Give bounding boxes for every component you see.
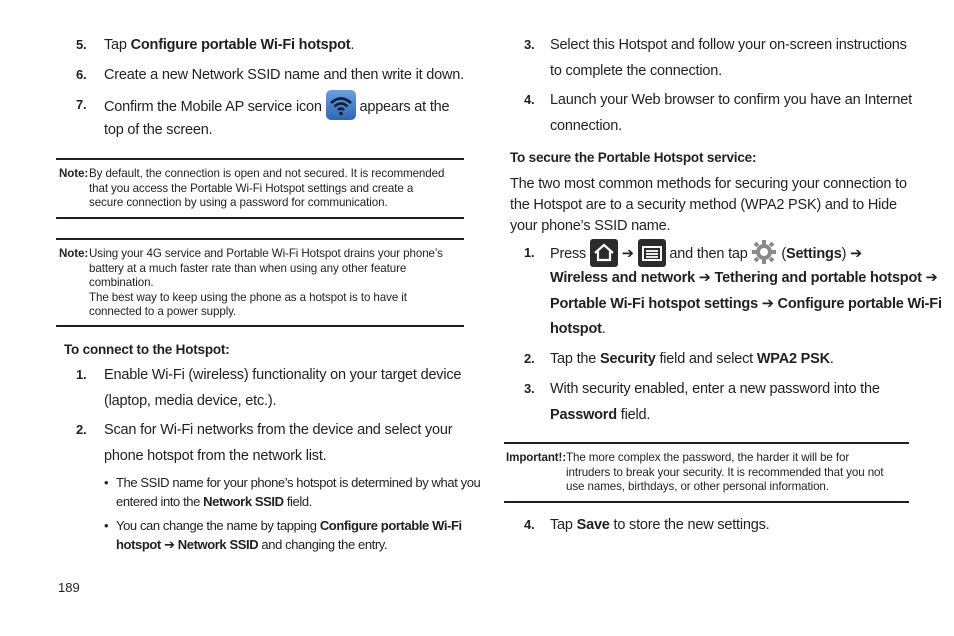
secure-step-3: 3. With security enabled, enter a new password into the Password field. [524,381,880,423]
connect-heading: To connect to the Hotspot: [64,342,230,357]
note-battery-drain: Note: Using your 4G service and Portable Wi-Fi Hotspot drains your phone’s battery at a much faster rate than when using any other feature combination. The best way to keep using the phone as a hotspot is to have it connected to a power supply. [59,247,443,318]
menu-key-icon [638,239,666,267]
divider [56,217,464,219]
secure-heading: To secure the Portable Hotspot service: [510,150,757,165]
divider [56,238,464,240]
bullet-ssid-name: • The SSID name for your phone’s hotspot is determined by what you entered into the Network SSID field. [104,475,481,509]
connect-step-1: 1. Enable Wi-Fi (wireless) functionality on your target device (laptop, media device, etc.). [76,367,462,409]
step-7: 7. Confirm the Mobile AP service icon appears at the top of the screen. [56,92,466,144]
divider [504,442,909,444]
home-key-icon [590,239,618,267]
divider [56,325,464,327]
divider [504,501,909,503]
page-number: 189 [58,580,80,595]
note-open-connection: Note: By default, the connection is open and not secured. It is recommended that you access the Portable Wi-Fi Hotspot settings and create a secure connection by using a password for communication. [59,167,445,209]
connect-step-4: 4. Launch your Web browser to confirm you have an Internet connection. [524,92,912,134]
mobile-ap-wifi-icon [326,90,356,120]
divider [56,158,464,160]
settings-gear-icon [751,239,777,265]
important-password-note: Important!: The more complex the password, the harder it will be for intruders to break your security. It is recommended that you not use names, birthdays, or other personal information. [506,451,884,493]
connect-step-2: 2. Scan for Wi-Fi networks from the device and select your phone hotspot from the network list. [76,422,453,464]
connect-step-3: 3. Select this Hotspot and follow your on-screen instructions to complete the connection. [524,37,907,79]
secure-step-1: 1. Press ➔ and then tap (Settings) ➔ Wireless and network ➔ Tethering and portable hotspot ➔ Portable Wi-Fi hotspot settings ➔ Configure portable Wi-Fi hotspot. [504,240,914,344]
configure-hotspot-label: Configure portable Wi-Fi hotspot [130,37,351,53]
bullet-change-name: • You can change the name by tapping Configure portable Wi-Fi hotspot ➔ Network SSID and changing the entry. [104,518,462,552]
secure-intro: The two most common methods for securing your connection to the Hotspot are to a security method (WPA2 PSK) and to Hide your phone’s SSID name. [510,176,907,234]
